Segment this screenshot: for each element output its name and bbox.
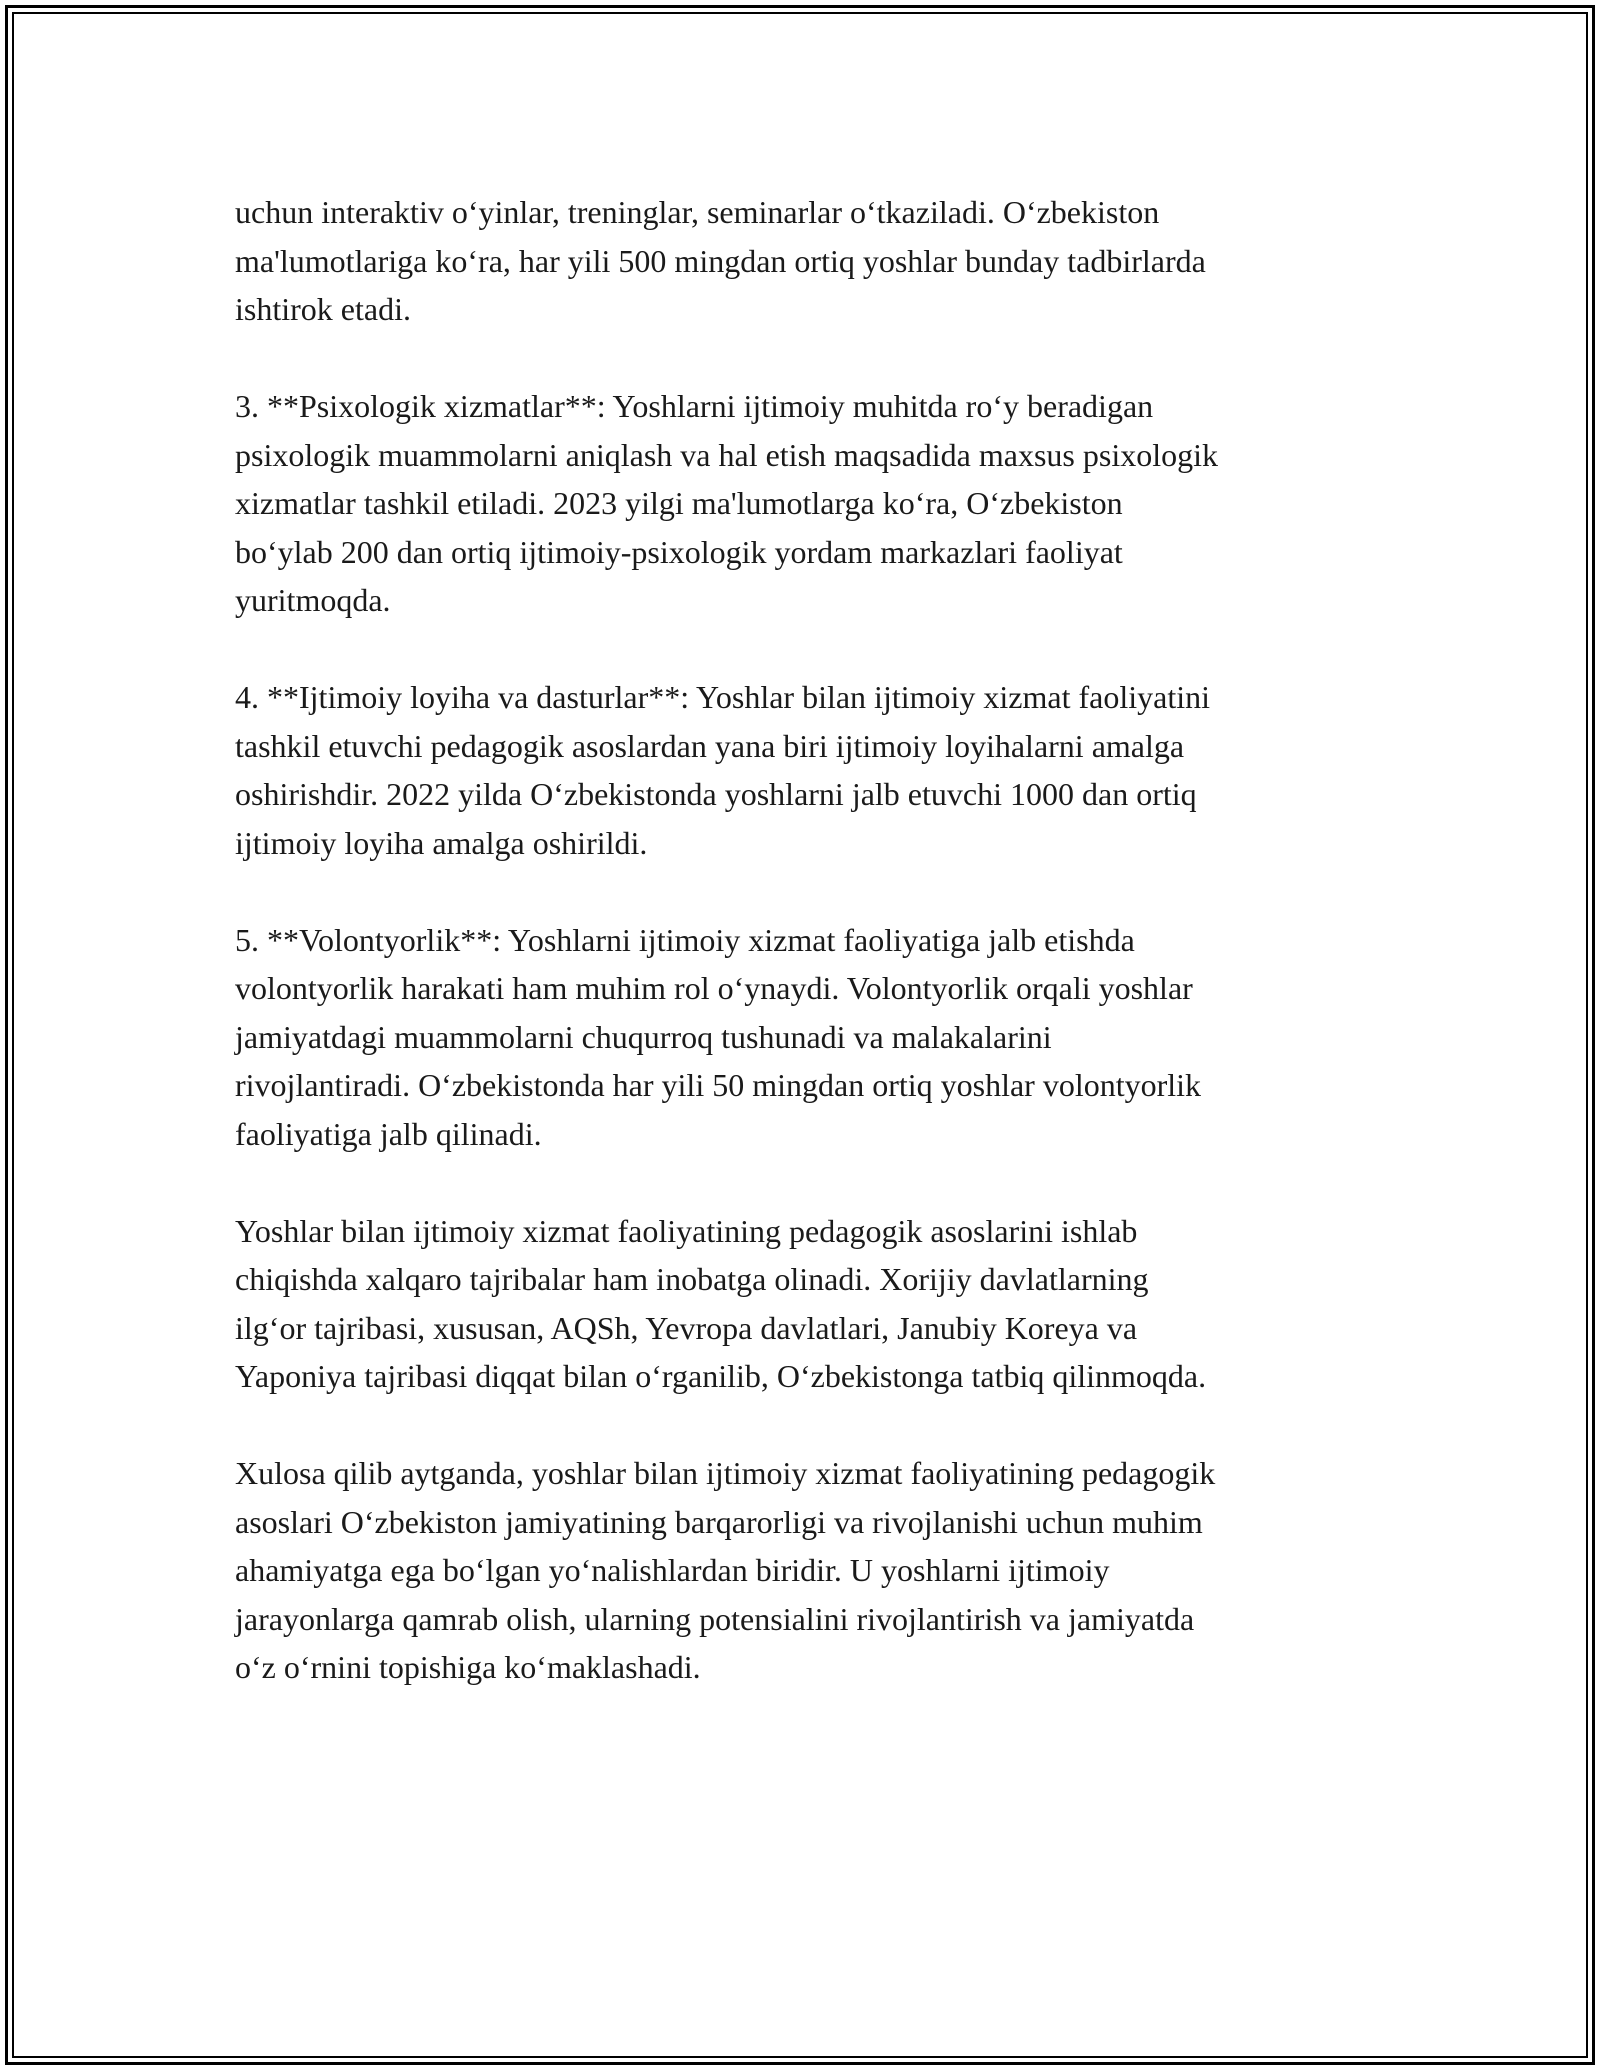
paragraph-international-experience: Yoshlar bilan ijtimoiy xizmat faoliyatining pedagogik asoslarini ishlab chiqishda xalqaro tajribalar ham inobatga olinadi. Xorijiy davlatlarning ilg‘or tajribasi, xususan, AQSh, Yevropa davlatlari, Janubiy Koreya va Yaponiya tajribasi diqqat bilan o‘rganilib, O‘zbekistonga tatbiq qilinmoqda. <box>235 1212 1207 1394</box>
document-body <box>235 188 1395 1692</box>
paragraph-social-projects: 4. **Ijtimoiy loyiha va dasturlar**: Yoshlar bilan ijtimoiy xizmat faoliyatini tashkil etuvchi pedagogik asoslardan yana biri ijtimoiy loyihalarni amalga oshirishdir. 2022 yilda O‘zbekistonda yoshlarni jalb etuvchi 1000 dan ortiq ijtimoiy loyiha amalga oshirildi. <box>235 679 1210 861</box>
paragraph-psychological-services: 3. **Psixologik xizmatlar**: Yoshlarni ijtimoiy muhitda ro‘y beradigan psixologik muammolarni aniqlash va hal etish maqsadida maxsus psixologik xizmatlar tashkil etiladi. 2023 yilgi ma'lumotlarga ko‘ra, O‘zbekiston bo‘ylab 200 dan ortiq ijtimoiy-psixologik yordam markazlari faoliyat yuritmoqda. <box>235 388 1218 618</box>
paragraph-intro-continuation: uchun interaktiv o‘yinlar, treninglar, seminarlar o‘tkaziladi. O‘zbekiston ma'lumotlariga ko‘ra, har yili 500 mingdan ortiq yoshlar bunday tadbirlarda ishtirok etadi. <box>235 194 1206 327</box>
paragraph-conclusion: Xulosa qilib aytganda, yoshlar bilan ijtimoiy xizmat faoliyatining pedagogik asoslari O‘zbekiston jamiyatining barqarorligi va rivojlanishi uchun muhim ahamiyatga ega bo‘lgan yo‘nalishlardan biridir. U yoshlarni ijtimoiy jarayonlarga qamrab olish, ularning potensialini rivojlantirish va jamiyatda o‘z o‘rnini topishiga ko‘maklashadi. <box>235 1455 1216 1685</box>
paragraph-volunteering: 5. **Volontyorlik**: Yoshlarni ijtimoiy xizmat faoliyatiga jalb etishda volontyorlik harakati ham muhim rol o‘ynaydi. Volontyorlik orqali yoshlar jamiyatdagi muammolarni chuqurroq tushunadi va malakalarini rivojlantiradi. O‘zbekistonda har yili 50 mingdan ortiq yoshlar volontyorlik faoliyatiga jalb qilinadi. <box>235 921 1202 1152</box>
